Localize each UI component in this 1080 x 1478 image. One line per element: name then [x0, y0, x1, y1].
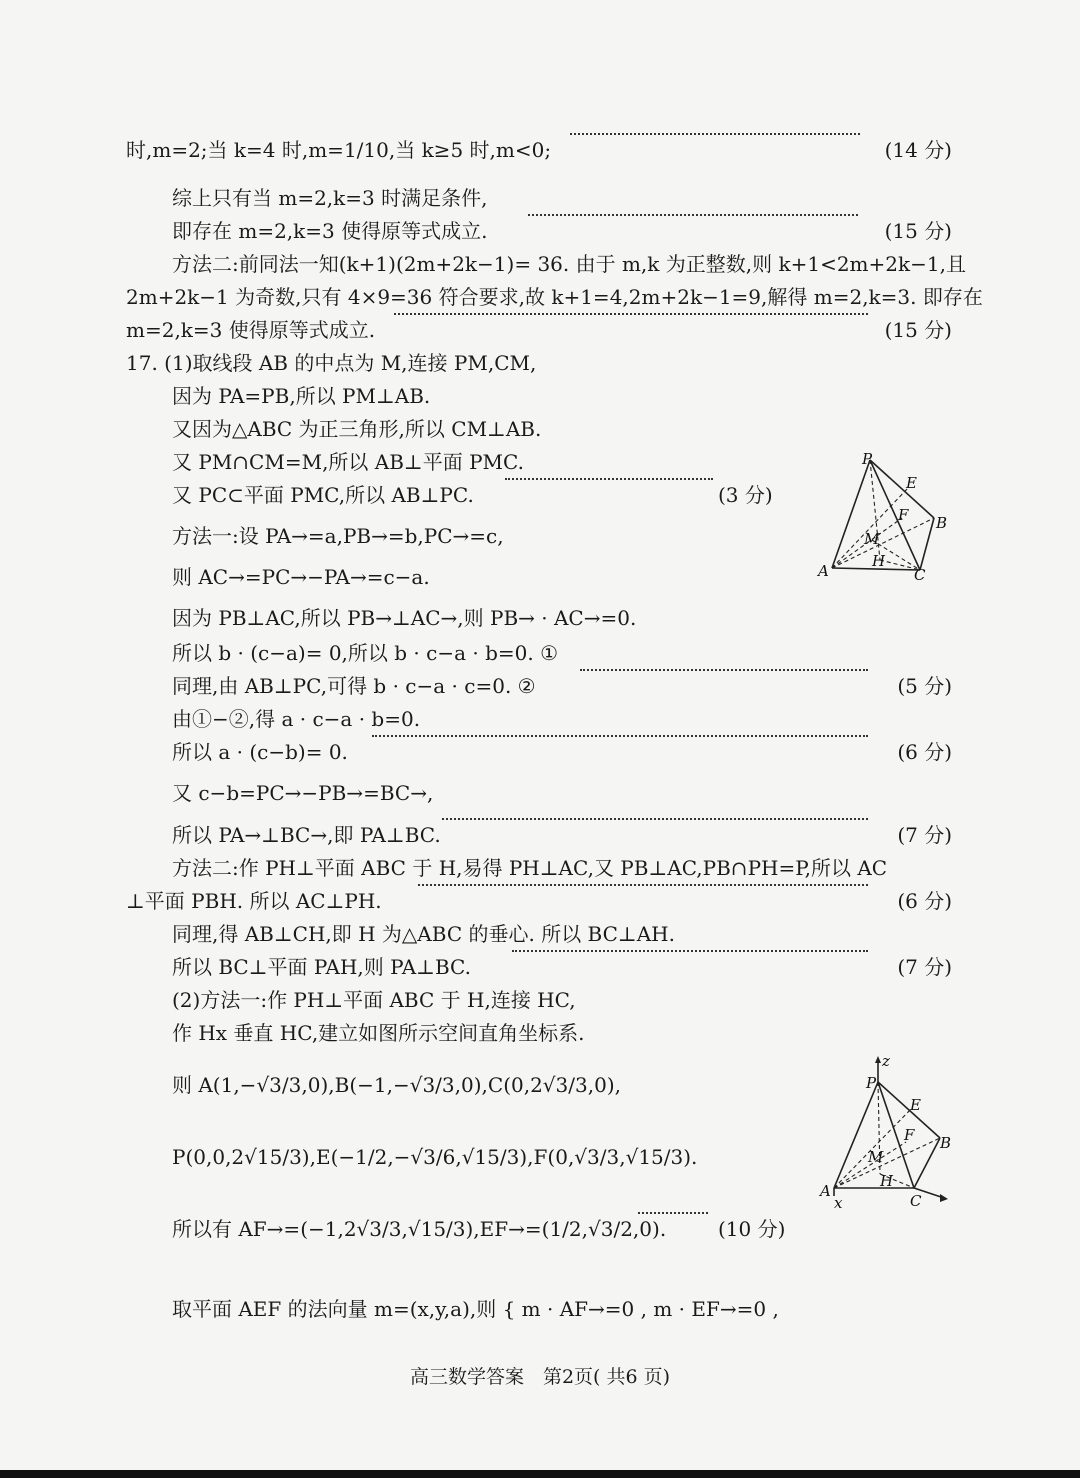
line-text: 即存在 m=2,k=3 使得原等式成立.	[172, 219, 488, 243]
line-text: 又因为△ABC 为正三角形,所以 CM⊥AB.	[172, 417, 542, 441]
line-text: 所以 a · (c−b)= 0.	[172, 740, 348, 764]
line	[0, 1212, 1080, 1246]
score: (6 分)	[897, 889, 952, 913]
bottom-border	[0, 1470, 1080, 1478]
line	[0, 1292, 1080, 1326]
fig1-label: C	[914, 566, 926, 584]
line	[0, 412, 1080, 446]
line	[0, 379, 1080, 413]
fig2-label: B	[940, 1134, 952, 1152]
line	[0, 214, 1080, 248]
line-text: 所以 PA→⊥BC→,即 PA⊥BC.	[172, 823, 441, 847]
line-text: 方法二:前同法一知(k+1)(2m+2k−1)= 36. 由于 m,k 为正整数,则 k+1<2m+2k−1,且	[172, 252, 966, 276]
line-text: 又 PC⊂平面 PMC,所以 AB⊥PC.	[172, 483, 474, 507]
fig1-label: B	[936, 514, 948, 532]
score: (15 分)	[884, 318, 952, 342]
score: (7 分)	[897, 955, 952, 979]
line	[0, 346, 1080, 380]
line-text: 同理,由 AB⊥PC,可得 b · c−a · c=0. ②	[172, 674, 536, 698]
line-text: 方法一:设 PA→=a,PB→=b,PC→=c,	[172, 524, 504, 548]
fig2-label: A	[820, 1182, 831, 1200]
line	[0, 917, 1080, 951]
line	[0, 280, 1080, 314]
line	[0, 133, 1080, 167]
fig2-label: F	[904, 1126, 915, 1144]
line-text: 又 PM∩CM=M,所以 AB⊥平面 PMC.	[172, 450, 524, 474]
line-text: 则 A(1,−√3/3,0),B(−1,−√3/3,0),C(0,2√3/3,0),	[172, 1073, 621, 1097]
fig1-label: E	[906, 474, 917, 492]
fig2-label: P	[866, 1074, 877, 1092]
line-text: 17. (1)取线段 AB 的中点为 M,连接 PM,CM,	[126, 351, 537, 375]
fig1-label: H	[872, 552, 886, 570]
line	[0, 1016, 1080, 1050]
line	[0, 983, 1080, 1017]
line-text: P(0,0,2√15/3),E(−1/2,−√3/6,√15/3),F(0,√3/3,√15/3).	[172, 1145, 698, 1169]
line	[0, 884, 1080, 918]
line	[0, 950, 1080, 984]
page-footer: 高三数学答案 第2页( 共6 页)	[409, 1366, 671, 1388]
line	[0, 735, 1080, 769]
score: (14 分)	[884, 138, 952, 162]
fig1-label: M	[864, 530, 880, 548]
line	[0, 702, 1080, 736]
line-text: 由①−②,得 a · c−a · b=0.	[172, 707, 421, 731]
line-text: 综上只有当 m=2,k=3 时满足条件,	[172, 186, 488, 210]
line	[0, 776, 1080, 810]
score: (5 分)	[897, 674, 952, 698]
line	[0, 247, 1080, 281]
fig2-label: E	[910, 1096, 921, 1114]
score: (15 分)	[884, 219, 952, 243]
tetrahedron-figure-2	[816, 1052, 966, 1212]
fig2-label: z	[882, 1052, 890, 1070]
line-text: (2)方法一:作 PH⊥平面 ABC 于 H,连接 HC,	[172, 988, 576, 1012]
tetrahedron-figure-1	[812, 448, 962, 588]
score: (6 分)	[897, 740, 952, 764]
line	[0, 851, 1080, 885]
line-text: 取平面 AEF 的法向量 m=(x,y,a),则 { m · AF→=0 , m · EF→=0 ,	[172, 1297, 779, 1321]
fig1-label: P	[862, 450, 873, 468]
line	[0, 601, 1080, 635]
line	[0, 181, 1080, 215]
score: (7 分)	[897, 823, 952, 847]
score: (3 分)	[718, 483, 773, 507]
line	[0, 636, 1080, 670]
line-text: 所以 BC⊥平面 PAH,则 PA⊥BC.	[172, 955, 472, 979]
score: (10 分)	[718, 1217, 786, 1241]
line	[0, 669, 1080, 703]
line-text: 作 Hx 垂直 HC,建立如图所示空间直角坐标系.	[172, 1021, 585, 1045]
fig2-label: H	[880, 1172, 894, 1190]
fig2-label: M	[868, 1148, 884, 1166]
line-text: m=2,k=3 使得原等式成立.	[126, 318, 376, 342]
line-text: 方法二:作 PH⊥平面 ABC 于 H,易得 PH⊥AC,又 PB⊥AC,PB∩PH=P,所以 AC	[172, 856, 888, 880]
line-text: 所以有 AF→=(−1,2√3/3,√15/3),EF→=(1/2,√3/2,0).	[172, 1217, 667, 1241]
line-text: 同理,得 AB⊥CH,即 H 为△ABC 的垂心. 所以 BC⊥AH.	[172, 922, 675, 946]
line-text: 时,m=2;当 k=4 时,m=1/10,当 k≥5 时,m<0;	[126, 138, 552, 162]
line-text: 2m+2k−1 为奇数,只有 4×9=36 符合要求,故 k+1=4,2m+2k−1=9,解得 m=2,k=3. 即存在	[126, 285, 983, 309]
line-text: 则 AC→=PC→−PA→=c−a.	[172, 565, 430, 589]
line-text: 又 c−b=PC→−PB→=BC→,	[172, 781, 434, 805]
line-text: 因为 PB⊥AC,所以 PB→⊥AC→,则 PB→ · AC→=0.	[172, 606, 637, 630]
fig2-label: C	[910, 1192, 922, 1210]
fig1-label: F	[898, 506, 909, 524]
line	[0, 313, 1080, 347]
line-text: 所以 b · (c−a)= 0,所以 b · c−a · b=0. ①	[172, 641, 559, 665]
line-text: 因为 PA=PB,所以 PM⊥AB.	[172, 384, 431, 408]
fig1-label: A	[818, 562, 829, 580]
line	[0, 818, 1080, 852]
line-text: ⊥平面 PBH. 所以 AC⊥PH.	[126, 889, 382, 913]
fig2-label: x	[834, 1194, 843, 1212]
